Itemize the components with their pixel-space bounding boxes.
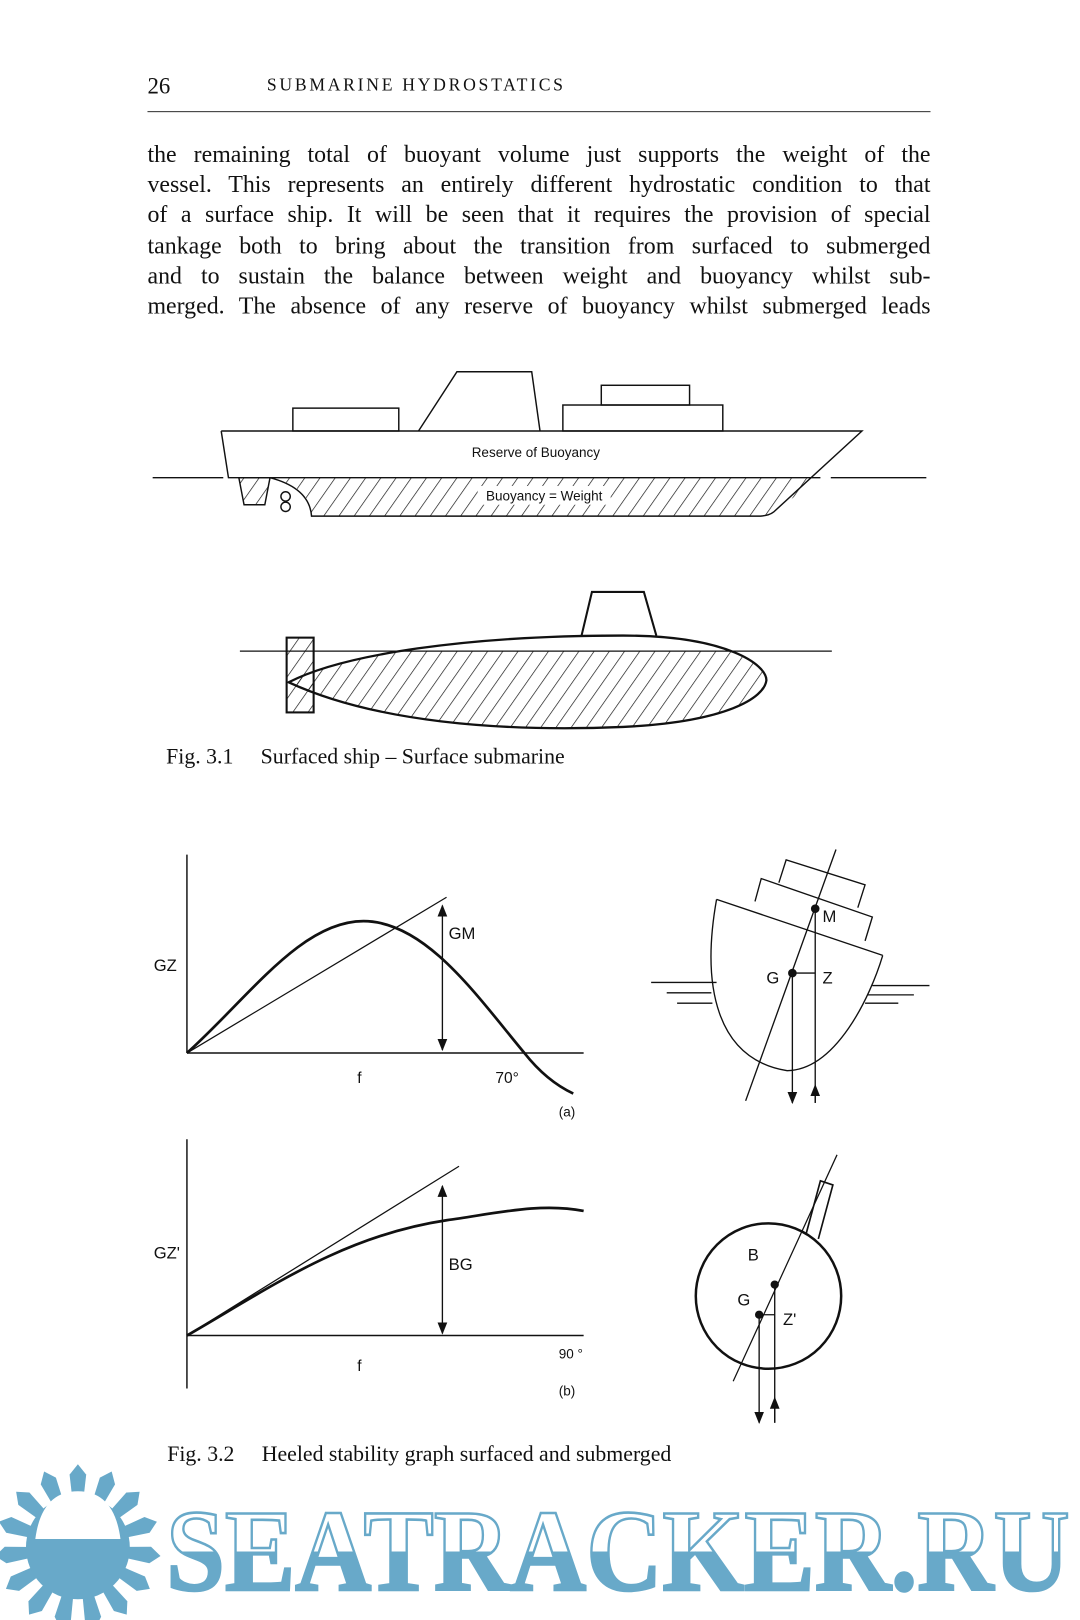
- reserve-label: Reserve of Buoyancy: [471, 444, 601, 460]
- gz-prime-label: GZ': [153, 1243, 180, 1263]
- panel-a-label: (a): [558, 1104, 576, 1120]
- z-label: Z: [822, 968, 833, 988]
- body-line: the remaining total of buoyant volume just supports the weight of the: [147, 141, 931, 168]
- sun-icon: [0, 1464, 161, 1620]
- angle-70-label: 70°: [495, 1070, 519, 1088]
- gm-label: GM: [448, 923, 476, 943]
- ship-section: [711, 899, 883, 1070]
- tangent-line: [187, 897, 447, 1053]
- body-line: of a surface ship. It will be seen that it requires the provision of special: [147, 201, 931, 228]
- watermark-logo: [0, 1464, 1070, 1620]
- submerged-section-diagram: [696, 1155, 841, 1423]
- water-lines: [651, 982, 929, 1003]
- g-label: G: [737, 1290, 751, 1310]
- figure-3-1-caption: Fig. 3.1 Surfaced ship – Surface submarine: [166, 743, 565, 769]
- buoyancy-label: Buoyancy = Weight: [485, 488, 603, 504]
- fin: [806, 1181, 833, 1239]
- phi-label: f: [357, 1357, 362, 1375]
- body-line: tankage both to bring about the transition from surfaced to submerged: [147, 232, 931, 259]
- g-label: G: [766, 968, 780, 988]
- gz-prime-curve: [187, 1208, 584, 1336]
- gz-label: GZ: [153, 955, 177, 975]
- body-line: and to sustain the balance between weight and buoyancy whilst sub-: [147, 262, 931, 289]
- watermark-text: SEATRACKER.RU: [166, 1486, 1070, 1616]
- pressure-hull-circle: [696, 1223, 841, 1368]
- phi-label: f: [357, 1070, 362, 1088]
- m-label: M: [822, 907, 837, 927]
- bridge-block: [779, 860, 865, 908]
- z-prime-label: Z': [783, 1310, 797, 1330]
- panel-b-label: (b): [558, 1383, 576, 1399]
- b-label: B: [747, 1245, 759, 1265]
- tangent-line: [187, 1166, 459, 1335]
- angle-90-label: 90 °: [558, 1346, 583, 1362]
- graph-b: [187, 1139, 584, 1388]
- body-line: vessel. This represents an entirely different hydrostatic condition to that: [147, 171, 931, 198]
- running-title: SUBMARINE HYDROSTATICS: [266, 74, 566, 95]
- page-number: 26: [147, 72, 171, 99]
- gz-curve: [187, 921, 573, 1093]
- body-line: merged. The absence of any reserve of buoyancy whilst submerged leads: [147, 292, 931, 319]
- heeled-ship-diagram: [651, 849, 929, 1102]
- graph-a: [187, 855, 584, 1094]
- figure-3-2-caption: Fig. 3.2 Heeled stability graph surfaced and submerged: [167, 1441, 672, 1467]
- bg-label: BG: [448, 1255, 473, 1275]
